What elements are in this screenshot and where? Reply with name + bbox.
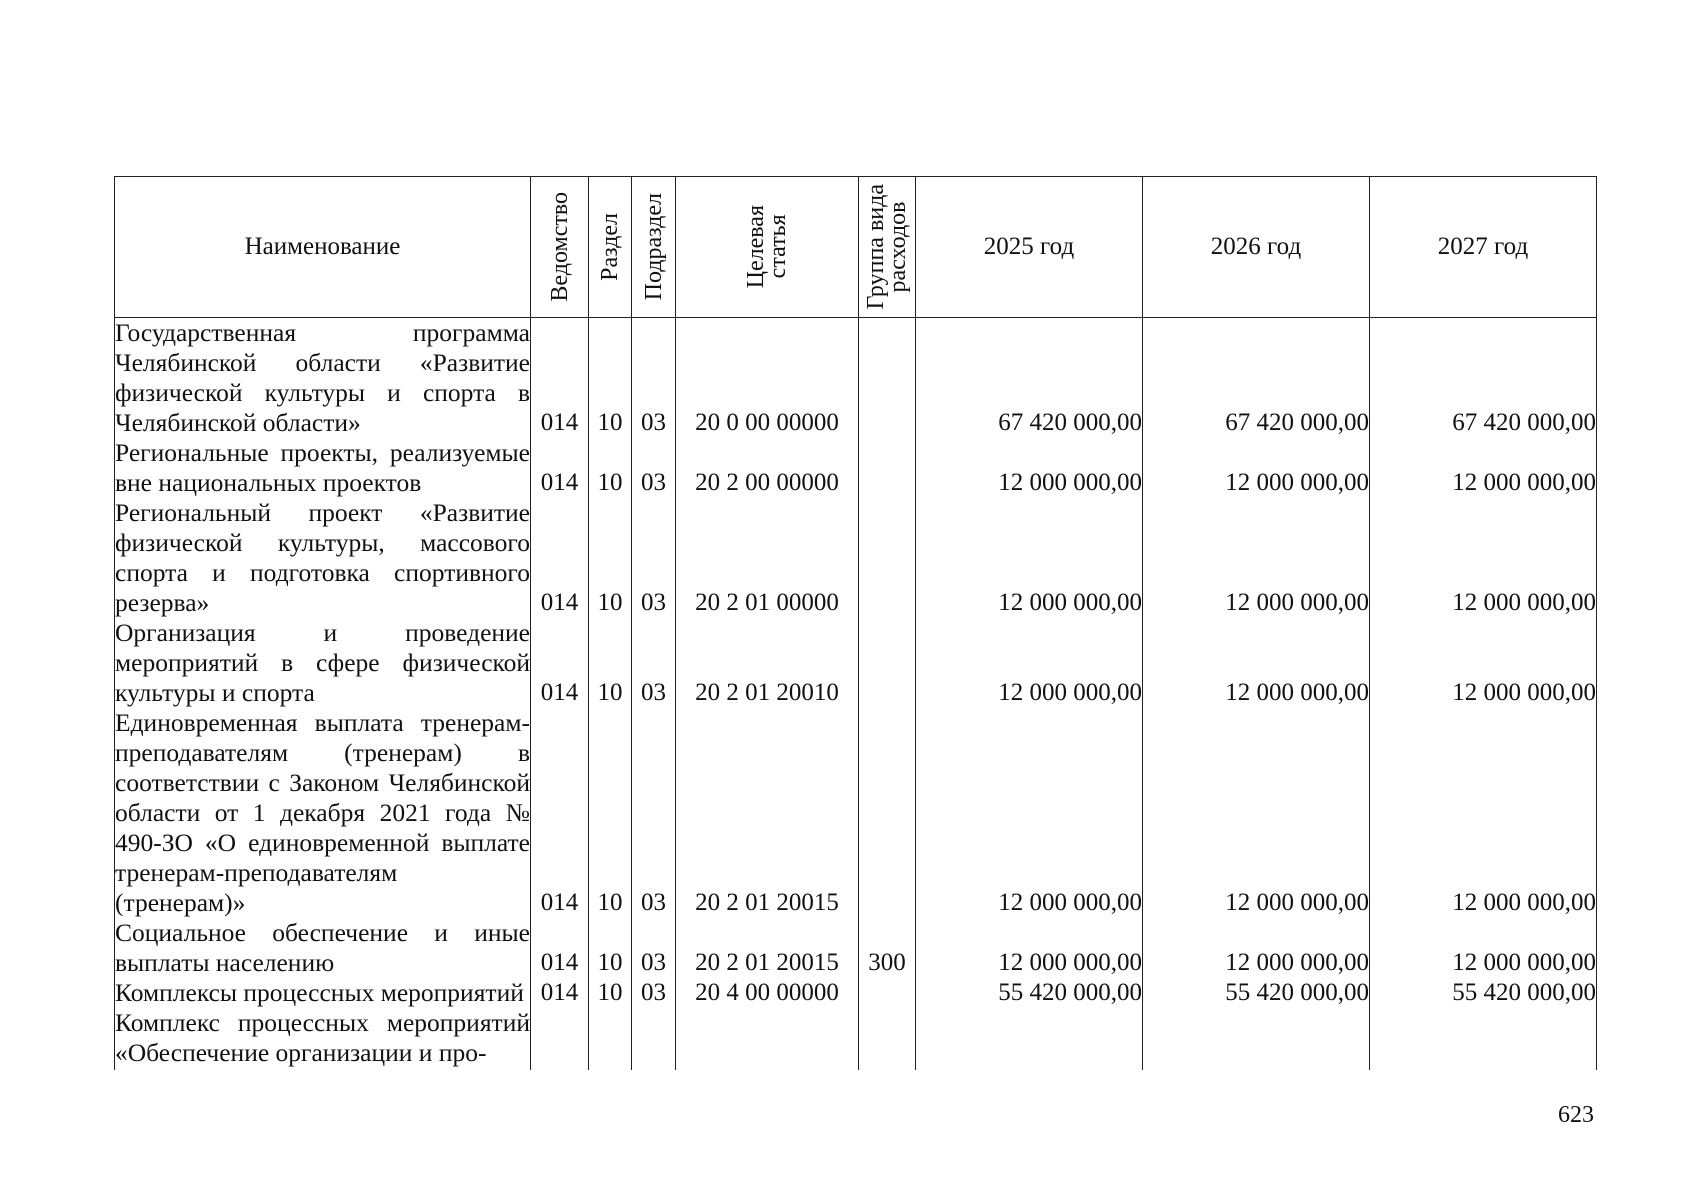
row-2025: 12 000 000,00: [916, 918, 1143, 978]
row-2025: [916, 1008, 1143, 1070]
row-celevaya: 20 0 00 00000: [676, 318, 859, 439]
row-gruppa: [859, 1008, 916, 1070]
row-2026: 12 000 000,00: [1143, 708, 1370, 918]
row-celevaya: 20 2 01 00000: [676, 498, 859, 618]
row-gruppa: 300: [859, 918, 916, 978]
row-gruppa: [859, 708, 916, 918]
header-name: Наименование: [115, 177, 531, 318]
row-vedomstvo: 014: [531, 708, 589, 918]
row-2027: 67 420 000,00: [1370, 318, 1597, 439]
table-row: [115, 318, 1597, 439]
header-razdel: [589, 177, 632, 318]
row-name: Комплекс процессных мероприятий «Обеспечение организации и про-: [115, 1008, 531, 1070]
row-2026: 12 000 000,00: [1143, 918, 1370, 978]
header-podrazdel-text: Подраздел: [640, 193, 667, 301]
row-name: Региональный проект «Развитие физической культуры, массового спорта и подготовка спортивного резерва»: [115, 498, 530, 617]
header-razdel-text: Раздел: [597, 213, 623, 281]
row-razdel: 10: [589, 318, 632, 439]
row-vedomstvo: 014: [531, 618, 589, 708]
row-2026: 12 000 000,00: [1143, 438, 1370, 498]
header-celevaya-line2: статья: [765, 215, 791, 279]
row-vedomstvo: 014: [531, 438, 589, 498]
row-name: Организация и проведение мероприятий в сфере физической культуры и спорта: [115, 618, 530, 707]
header-gruppa-line2: расходов: [885, 201, 911, 293]
row-celevaya: 20 4 00 00000: [676, 978, 859, 1008]
row-2025: 67 420 000,00: [916, 318, 1143, 439]
row-razdel: 10: [589, 978, 632, 1008]
header-2027: 2027 год: [1370, 177, 1597, 318]
row-2025: 12 000 000,00: [916, 708, 1143, 918]
row-gruppa: [859, 498, 916, 618]
row-gruppa: [859, 318, 916, 439]
row-gruppa: [859, 438, 916, 498]
header-celevaya-text: [745, 205, 789, 288]
row-2027: 12 000 000,00: [1370, 438, 1597, 498]
row-podrazdel: 03: [632, 708, 676, 918]
header-gruppa-text: [865, 184, 909, 309]
header-celevaya-line1: Целевая: [743, 205, 769, 289]
row-2026: [1143, 1008, 1370, 1070]
row-name: Социальное обеспечение и иные выплаты населению: [115, 918, 530, 977]
budget-table: [114, 176, 1597, 1070]
row-vedomstvo: 014: [531, 318, 589, 439]
row-podrazdel: 03: [632, 438, 676, 498]
table-row: [115, 708, 1597, 918]
table-row: [115, 978, 1597, 1008]
row-podrazdel: 03: [632, 978, 676, 1008]
row-2025: 12 000 000,00: [916, 438, 1143, 498]
table-header-row: [115, 177, 1597, 318]
row-razdel: [589, 1008, 632, 1070]
row-podrazdel: 03: [632, 618, 676, 708]
row-2026: 67 420 000,00: [1143, 318, 1370, 439]
row-2025: 55 420 000,00: [916, 978, 1143, 1008]
row-podrazdel: 03: [632, 318, 676, 439]
row-2027: 12 000 000,00: [1370, 618, 1597, 708]
row-2025: 12 000 000,00: [916, 498, 1143, 618]
row-name: Государственная программа Челябинской области «Развитие физической культуры и спорта в Челябинской области»: [115, 318, 530, 437]
row-2027: 12 000 000,00: [1370, 498, 1597, 618]
row-2026: 12 000 000,00: [1143, 498, 1370, 618]
row-razdel: 10: [589, 438, 632, 498]
row-2026: 55 420 000,00: [1143, 978, 1370, 1008]
row-gruppa: [859, 978, 916, 1008]
header-podrazdel: [632, 177, 676, 318]
row-vedomstvo: [531, 1008, 589, 1070]
header-vedomstvo-text: Ведомство: [546, 192, 573, 302]
row-2027: 55 420 000,00: [1370, 978, 1597, 1008]
header-2026: 2026 год: [1143, 177, 1370, 318]
row-celevaya: 20 2 01 20015: [676, 708, 859, 918]
row-2026: 12 000 000,00: [1143, 618, 1370, 708]
header-celevaya: [676, 177, 859, 318]
row-vedomstvo: 014: [531, 498, 589, 618]
row-razdel: 10: [589, 918, 632, 978]
row-2027: 12 000 000,00: [1370, 708, 1597, 918]
page-number: 623: [1558, 1102, 1594, 1128]
row-gruppa: [859, 618, 916, 708]
row-celevaya: 20 2 01 20015: [676, 918, 859, 978]
row-razdel: 10: [589, 708, 632, 918]
table-row: [115, 918, 1597, 978]
row-celevaya: 20 2 01 20010: [676, 618, 859, 708]
row-celevaya: [676, 1008, 859, 1070]
row-podrazdel: [632, 1008, 676, 1070]
table-row: [115, 438, 1597, 498]
row-2027: 12 000 000,00: [1370, 918, 1597, 978]
header-gruppa-line1: Группа вида: [863, 184, 889, 310]
row-celevaya: 20 2 00 00000: [676, 438, 859, 498]
table-row: [115, 618, 1597, 708]
row-vedomstvo: 014: [531, 918, 589, 978]
row-name: Комплексы процессных мероприятий: [115, 978, 531, 1008]
table-row: [115, 1008, 1597, 1070]
row-razdel: 10: [589, 498, 632, 618]
row-2027: [1370, 1008, 1597, 1070]
row-podrazdel: 03: [632, 918, 676, 978]
header-2025: 2025 год: [916, 177, 1143, 318]
row-2025: 12 000 000,00: [916, 618, 1143, 708]
header-vedomstvo: [531, 177, 589, 318]
header-gruppa: [859, 177, 916, 318]
row-razdel: 10: [589, 618, 632, 708]
row-name: Региональные проекты, реализуемые вне национальных проектов: [115, 438, 530, 497]
row-podrazdel: 03: [632, 498, 676, 618]
row-name: Единовременная выплата тренерам-преподавателям (тренерам) в соответствии с Законом Челябинской области от 1 декабря 2021 года № 490-ЗО «О единовременной выплате тренерам-преподавателям (тренерам)»: [115, 708, 530, 917]
table-row: [115, 498, 1597, 618]
row-vedomstvo: 014: [531, 978, 589, 1008]
